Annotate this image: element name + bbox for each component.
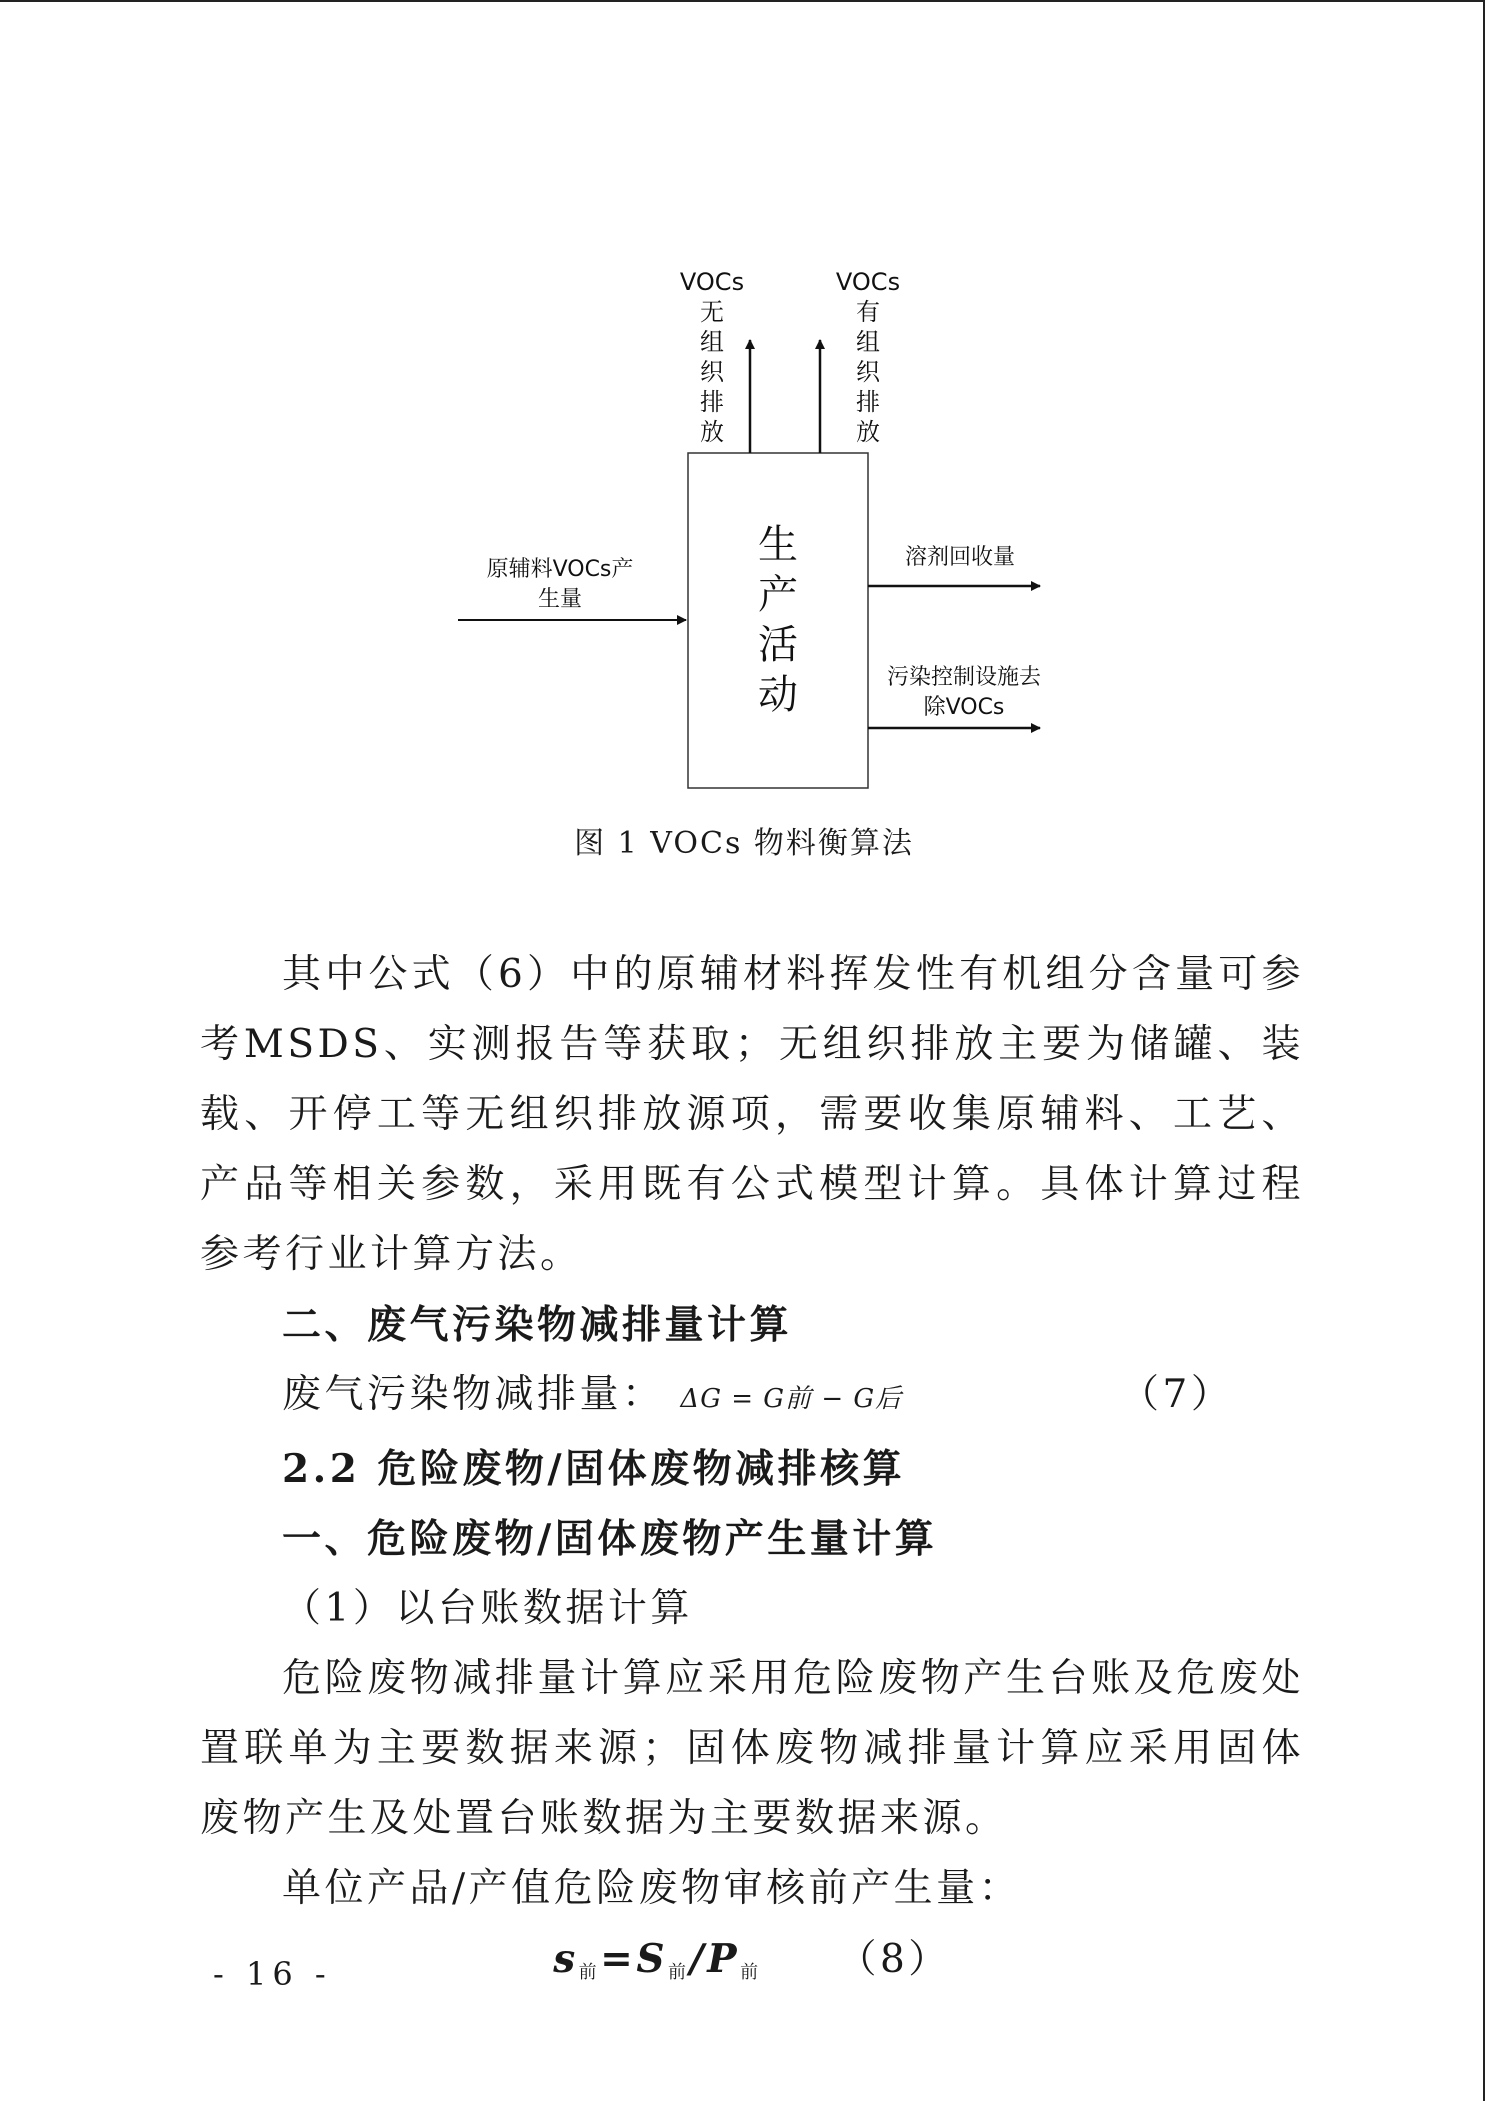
svg-text:排: 排	[856, 388, 880, 416]
paragraph-unit-product: 单位产品/产值危险废物审核前产生量：	[282, 1866, 1022, 1911]
production-activity-label	[758, 522, 798, 718]
svg-text:生: 生	[758, 522, 798, 568]
svg-text:织: 织	[856, 358, 880, 386]
formula-7-number: （7）	[1120, 1372, 1234, 1417]
figure-caption: 图 1 VOCs 物料衡算法	[574, 826, 914, 861]
svg-text:组: 组	[700, 328, 724, 356]
svg-text:生量: 生量	[537, 587, 583, 612]
formula-8: $s_前=S_前/P_前$	[553, 1936, 762, 1983]
page-number: - 16 -	[213, 1955, 332, 1993]
svg-text:织: 织	[700, 358, 724, 386]
organized-emission-label	[836, 268, 900, 446]
input-label	[487, 557, 634, 612]
svg-text:活: 活	[758, 622, 798, 668]
subheading-ledger: （1）以台账数据计算	[282, 1586, 693, 1631]
paragraph-formula-6-note: 其中公式（6）中的原辅材料挥发性有机组分含量可参考MSDS、实测报告等获取；无组织排放主要为储罐、装载、开停工等无组织排放源项，需要收集原辅料、工艺、产品等相关参数，采用既有公式模型计算。具体计算过程参考行业计算方法。	[200, 952, 1304, 1277]
svg-text:有: 有	[856, 298, 880, 326]
formula-8-number: （8）	[837, 1937, 951, 1982]
svg-text:VOCs: VOCs	[835, 268, 901, 296]
solvent-recovery-label: 溶剂回收量	[904, 545, 1016, 570]
vocs-mass-balance-diagram	[440, 250, 1080, 810]
paragraph-data-sources: 危险废物减排量计算应采用危险废物产生台账及危废处置联单为主要数据来源；固体废物减排量计算应采用固体废物产生及处置台账数据为主要数据来源。	[200, 1656, 1304, 1841]
heading-waste-generation: 一、危险废物/固体废物产生量计算	[282, 1516, 938, 1562]
body-text	[200, 940, 1304, 2008]
svg-text:污染控制设施去: 污染控制设施去	[886, 665, 1042, 690]
svg-text:组: 组	[856, 328, 880, 356]
production-box	[688, 453, 868, 788]
svg-text:排: 排	[700, 388, 724, 416]
svg-text:放: 放	[700, 418, 724, 446]
svg-text:原辅料VOCs产: 原辅料VOCs产	[486, 557, 634, 582]
svg-text:无: 无	[700, 298, 724, 326]
formula-8-line	[200, 1924, 1304, 2008]
svg-text:VOCs: VOCs	[679, 268, 745, 296]
svg-text:放: 放	[856, 418, 880, 446]
control-removal-label	[887, 665, 1041, 720]
heading-exhaust-reduction: 二、废气污染物减排量计算	[282, 1302, 793, 1348]
fugitive-emission-label	[680, 268, 744, 446]
heading-2-2: 2.2 危险废物/固体废物减排核算	[282, 1446, 906, 1492]
formula-7: ΔG = G前 − G后	[680, 1384, 903, 1414]
svg-text:除VOCs: 除VOCs	[923, 695, 1005, 720]
svg-text:动: 动	[758, 672, 798, 718]
formula-7-line	[200, 1360, 1304, 1434]
svg-text:产: 产	[758, 572, 798, 618]
formula-7-label: 废气污染物减排量：	[282, 1372, 665, 1417]
